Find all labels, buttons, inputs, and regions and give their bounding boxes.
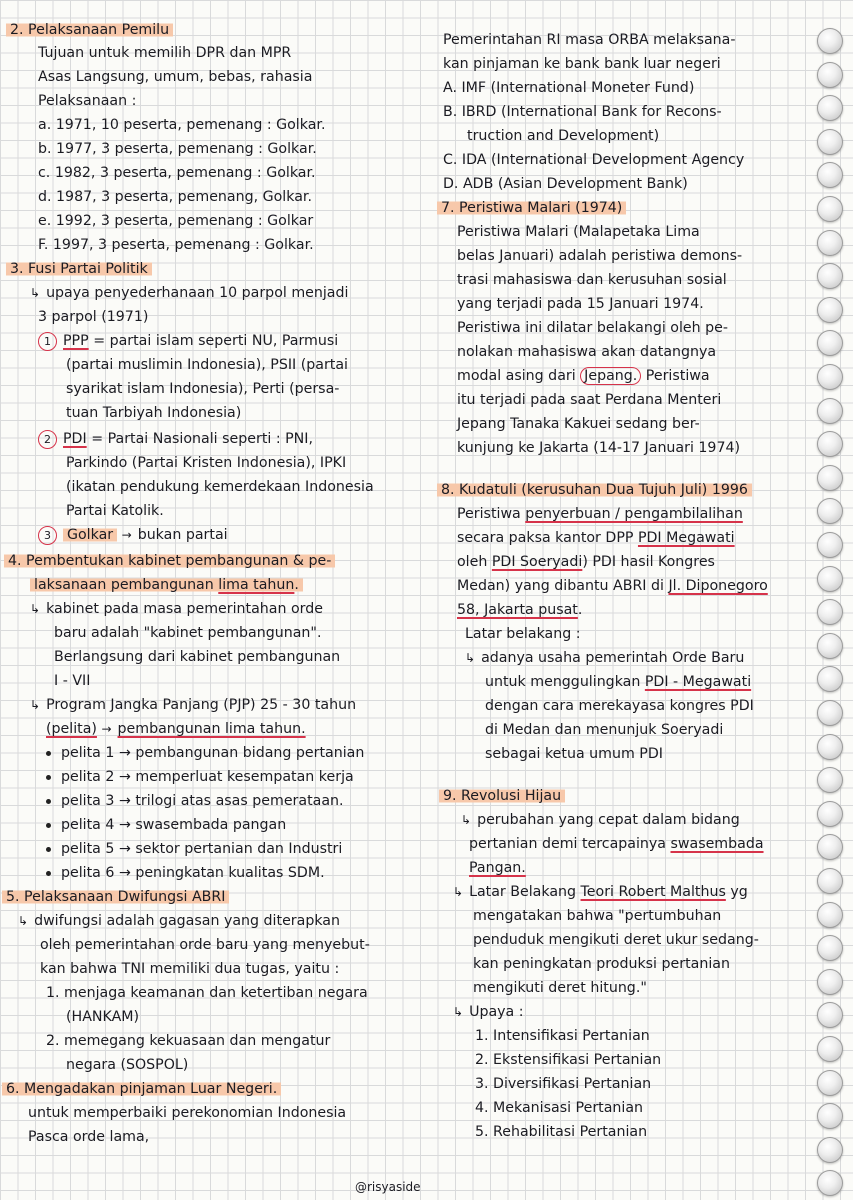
binder-ring bbox=[817, 263, 843, 289]
binder-ring bbox=[817, 1036, 843, 1062]
text-line: ↳ Program Jangka Panjang (PJP) 25 - 30 tahun bbox=[30, 697, 357, 713]
text-line: dengan cara merekayasa kongres PDI bbox=[485, 698, 754, 714]
text-line: Partai Katolik. bbox=[66, 503, 164, 519]
text-line: mengatakan bahwa "pertumbuhan bbox=[473, 908, 722, 924]
text-line: Asas Langsung, umum, bebas, rahasia bbox=[38, 69, 313, 85]
list-item: c. 1982, 3 peserta, pemenang : Golkar. bbox=[38, 165, 316, 181]
text-line: ↳ perubahan yang cepat dalam bidang bbox=[461, 812, 740, 828]
text-line: untuk memperbaiki perekonomian Indonesia bbox=[28, 1105, 347, 1121]
watermark-handle: @risyaside bbox=[355, 1180, 421, 1194]
bank-item: B. IBRD (International Bank for Recons- bbox=[443, 104, 722, 120]
binder-ring bbox=[817, 431, 843, 457]
arrow-icon: ↳ bbox=[30, 286, 41, 300]
arrow-right-icon: → bbox=[121, 528, 132, 542]
arrow-icon: ↳ bbox=[453, 1005, 464, 1019]
list-item: e. 1992, 3 peserta, pemenang : Golkar bbox=[38, 213, 314, 229]
text-line: Jepang Tanaka Kakuei sedang ber- bbox=[457, 416, 700, 432]
text-line: itu terjadi pada saat Perdana Menteri bbox=[457, 392, 722, 408]
text-line: Peristiwa Malari (Malapetaka Lima bbox=[457, 224, 700, 240]
text-line: kunjung ke Jakarta (14-17 Januari 1974) bbox=[457, 440, 741, 456]
text-line: secara paksa kantor DPP PDI Megawati bbox=[457, 530, 735, 546]
text-line: trasi mahasiswa dan kerusuhan sosial bbox=[457, 272, 727, 288]
bank-item: D. ADB (Asian Development Bank) bbox=[443, 176, 688, 192]
section-9-title: 9. Revolusi Hijau bbox=[439, 786, 565, 806]
text-line: Pelaksanaan : bbox=[38, 93, 137, 109]
list-item: 4. Mekanisasi Pertanian bbox=[475, 1100, 644, 1116]
list-item: 2. memegang kekuasaan dan mengatur bbox=[46, 1033, 331, 1049]
text-line: Parkindo (Partai Kristen Indonesia), IPKI bbox=[66, 455, 347, 471]
list-item: 2. Ekstensifikasi Pertanian bbox=[475, 1052, 662, 1068]
binder-ring bbox=[817, 599, 843, 625]
list-item: pelita 1 → pembangunan bidang pertanian bbox=[46, 743, 364, 763]
bullet-icon bbox=[46, 775, 51, 780]
text-line: Peristiwa penyerbuan / pengambilalihan bbox=[457, 506, 743, 522]
list-item: pelita 4 → swasembada pangan bbox=[46, 815, 286, 835]
binder-ring bbox=[817, 700, 843, 726]
section-4-title-cont: laksanaan pembangunan lima tahun. bbox=[30, 575, 303, 595]
arrow-icon: ↳ bbox=[30, 602, 41, 616]
list-item: negara (SOSPOL) bbox=[66, 1057, 189, 1073]
arrow-icon: ↳ bbox=[453, 885, 464, 899]
number-circle-icon: 2 bbox=[38, 430, 57, 449]
bank-item: C. IDA (International Development Agency bbox=[443, 152, 745, 168]
list-item: b. 1977, 3 peserta, pemenang : Golkar. bbox=[38, 141, 317, 157]
text-line: (ikatan pendukung kemerdekaan Indonesia bbox=[66, 479, 374, 495]
binder-ring bbox=[817, 902, 843, 928]
section-8-title: 8. Kudatuli (kerusuhan Dua Tujuh Juli) 1996 bbox=[437, 480, 752, 500]
binder-ring bbox=[817, 1137, 843, 1163]
list-item: F. 1997, 3 peserta, pemenang : Golkar. bbox=[38, 237, 314, 253]
list-item: 1 PPP = partai islam seperti NU, Parmusi bbox=[38, 331, 338, 351]
binder-ring bbox=[817, 734, 843, 760]
list-item: pelita 3 → trilogi atas asas pemerataan. bbox=[46, 791, 344, 811]
binder-rings bbox=[805, 0, 853, 1200]
text-line: Latar belakang : bbox=[465, 626, 581, 642]
text-line: ↳ kabinet pada masa pemerintahan orde bbox=[30, 601, 323, 617]
binder-ring bbox=[817, 969, 843, 995]
list-item: 1. menjaga keamanan dan ketertiban negara bbox=[46, 985, 368, 1001]
list-item: pelita 2 → memperluat kesempatan kerja bbox=[46, 767, 354, 787]
text-line: Peristiwa ini dilatar belakangi oleh pe- bbox=[457, 320, 729, 336]
text-line: oleh pemerintahan orde baru yang menyebut- bbox=[40, 937, 370, 953]
binder-ring bbox=[817, 1170, 843, 1196]
text-line: ↳ adanya usaha pemerintah Orde Baru bbox=[465, 650, 745, 666]
section-6-title: 6. Mengadakan pinjaman Luar Negeri. bbox=[2, 1079, 281, 1099]
binder-ring bbox=[817, 162, 843, 188]
text-line: pertanian demi tercapainya swasembada bbox=[469, 836, 764, 852]
binder-ring bbox=[817, 498, 843, 524]
binder-ring bbox=[817, 364, 843, 390]
text-line: syarikat islam Indonesia), Perti (persa- bbox=[66, 381, 340, 397]
binder-ring bbox=[817, 129, 843, 155]
bullet-icon bbox=[46, 751, 51, 756]
list-item: (HANKAM) bbox=[66, 1009, 140, 1025]
binder-ring bbox=[817, 767, 843, 793]
binder-ring bbox=[817, 28, 843, 54]
bullet-icon bbox=[46, 871, 51, 876]
arrow-icon: ↳ bbox=[465, 651, 476, 665]
binder-ring bbox=[817, 95, 843, 121]
binder-ring bbox=[817, 532, 843, 558]
text-line: oleh PDI Soeryadi) PDI hasil Kongres bbox=[457, 554, 715, 570]
list-item: 2 PDI = Partai Nasionali seperti : PNI, bbox=[38, 429, 313, 449]
list-item: 3 Golkar → bukan partai bbox=[38, 525, 228, 545]
arrow-icon: ↳ bbox=[461, 813, 472, 827]
text-line: Medan) yang dibantu ABRI di Jl. Diponegoro bbox=[457, 578, 768, 594]
text-line: (pelita) → pembangunan lima tahun. bbox=[46, 721, 306, 737]
number-circle-icon: 1 bbox=[38, 332, 57, 351]
binder-ring bbox=[817, 465, 843, 491]
list-item: pelita 6 → peningkatan kualitas SDM. bbox=[46, 863, 325, 883]
bullet-icon bbox=[46, 847, 51, 852]
text-line: 58, Jakarta pusat. bbox=[457, 602, 583, 618]
text-line: ↳ Latar Belakang Teori Robert Malthus yg bbox=[453, 884, 748, 900]
list-item: a. 1971, 10 peserta, pemenang : Golkar. bbox=[38, 117, 326, 133]
binder-ring bbox=[817, 834, 843, 860]
text-line: nolakan mahasiswa akan datangnya bbox=[457, 344, 717, 360]
text-line: ↳ upaya penyederhanaan 10 parpol menjadi bbox=[30, 285, 349, 301]
bullet-icon bbox=[46, 799, 51, 804]
text-line: di Medan dan menunjuk Soeryadi bbox=[485, 722, 724, 738]
text-line: Pemerintahan RI masa ORBA melaksana- bbox=[443, 32, 736, 48]
list-item: pelita 5 → sektor pertanian dan Industri bbox=[46, 839, 342, 859]
text-line: yang terjadi pada 15 Januari 1974. bbox=[457, 296, 704, 312]
text-line: Tujuan untuk memilih DPR dan MPR bbox=[38, 45, 292, 61]
text-line: tuan Tarbiyah Indonesia) bbox=[66, 405, 242, 421]
binder-ring bbox=[817, 196, 843, 222]
binder-ring bbox=[817, 62, 843, 88]
text-line: ↳ Upaya : bbox=[453, 1004, 524, 1020]
text-line: kan bahwa TNI memiliki dua tugas, yaitu : bbox=[40, 961, 340, 977]
text-line: I - VII bbox=[54, 673, 91, 689]
list-item: d. 1987, 3 peserta, pemenang, Golkar. bbox=[38, 189, 312, 205]
text-line: Pasca orde lama, bbox=[28, 1129, 150, 1145]
arrow-icon: ↳ bbox=[30, 698, 41, 712]
text-line: ↳ dwifungsi adalah gagasan yang diterapkan bbox=[18, 913, 340, 929]
binder-ring bbox=[817, 230, 843, 256]
bank-item: A. IMF (International Moneter Fund) bbox=[443, 80, 695, 96]
list-item: 3. Diversifikasi Pertanian bbox=[475, 1076, 652, 1092]
text-line: penduduk mengikuti deret ukur sedang- bbox=[473, 932, 759, 948]
text-line: Berlangsung dari kabinet pembangunan bbox=[54, 649, 341, 665]
text-line: kan pinjaman ke bank bank luar negeri bbox=[443, 56, 721, 72]
binder-ring bbox=[817, 1002, 843, 1028]
section-7-title: 7. Peristiwa Malari (1974) bbox=[437, 198, 626, 218]
number-circle-icon: 3 bbox=[38, 526, 57, 545]
binder-ring bbox=[817, 330, 843, 356]
text-line: belas Januari) adalah peristiwa demons- bbox=[457, 248, 743, 264]
text-line: kan peningkatan produksi pertanian bbox=[473, 956, 730, 972]
text-line: mengikuti deret hitung." bbox=[473, 980, 647, 996]
text-line: baru adalah "kabinet pembangunan". bbox=[54, 625, 322, 641]
text-line: Pangan. bbox=[469, 860, 526, 876]
section-2-title: 2. Pelaksanaan Pemilu bbox=[6, 20, 173, 40]
arrow-right-icon: → bbox=[101, 722, 112, 736]
text-line: 3 parpol (1971) bbox=[38, 309, 149, 325]
binder-ring bbox=[817, 398, 843, 424]
arrow-icon: ↳ bbox=[18, 914, 29, 928]
binder-ring bbox=[817, 297, 843, 323]
text-line: untuk menggulingkan PDI - Megawati bbox=[485, 674, 752, 690]
section-5-title: 5. Pelaksanaan Dwifungsi ABRI bbox=[2, 887, 229, 907]
text-line: truction and Development) bbox=[467, 128, 660, 144]
binder-ring bbox=[817, 1103, 843, 1129]
binder-ring bbox=[817, 666, 843, 692]
list-item: 1. Intensifikasi Pertanian bbox=[475, 1028, 650, 1044]
section-4-title: 4. Pembentukan kabinet pembangunan & pe- bbox=[4, 551, 335, 571]
binder-ring bbox=[817, 566, 843, 592]
bullet-icon bbox=[46, 823, 51, 828]
text-line: sebagai ketua umum PDI bbox=[485, 746, 663, 762]
binder-ring bbox=[817, 868, 843, 894]
binder-ring bbox=[817, 633, 843, 659]
text-line: (partai muslimin Indonesia), PSII (partai bbox=[66, 357, 348, 373]
text-line: modal asing dari Jepang. Peristiwa bbox=[457, 368, 710, 384]
section-3-title: 3. Fusi Partai Politik bbox=[6, 259, 152, 279]
binder-ring bbox=[817, 935, 843, 961]
jepang-circled: Jepang. bbox=[580, 367, 641, 385]
binder-ring bbox=[817, 801, 843, 827]
binder-ring bbox=[817, 1070, 843, 1096]
list-item: 5. Rehabilitasi Pertanian bbox=[475, 1124, 648, 1140]
